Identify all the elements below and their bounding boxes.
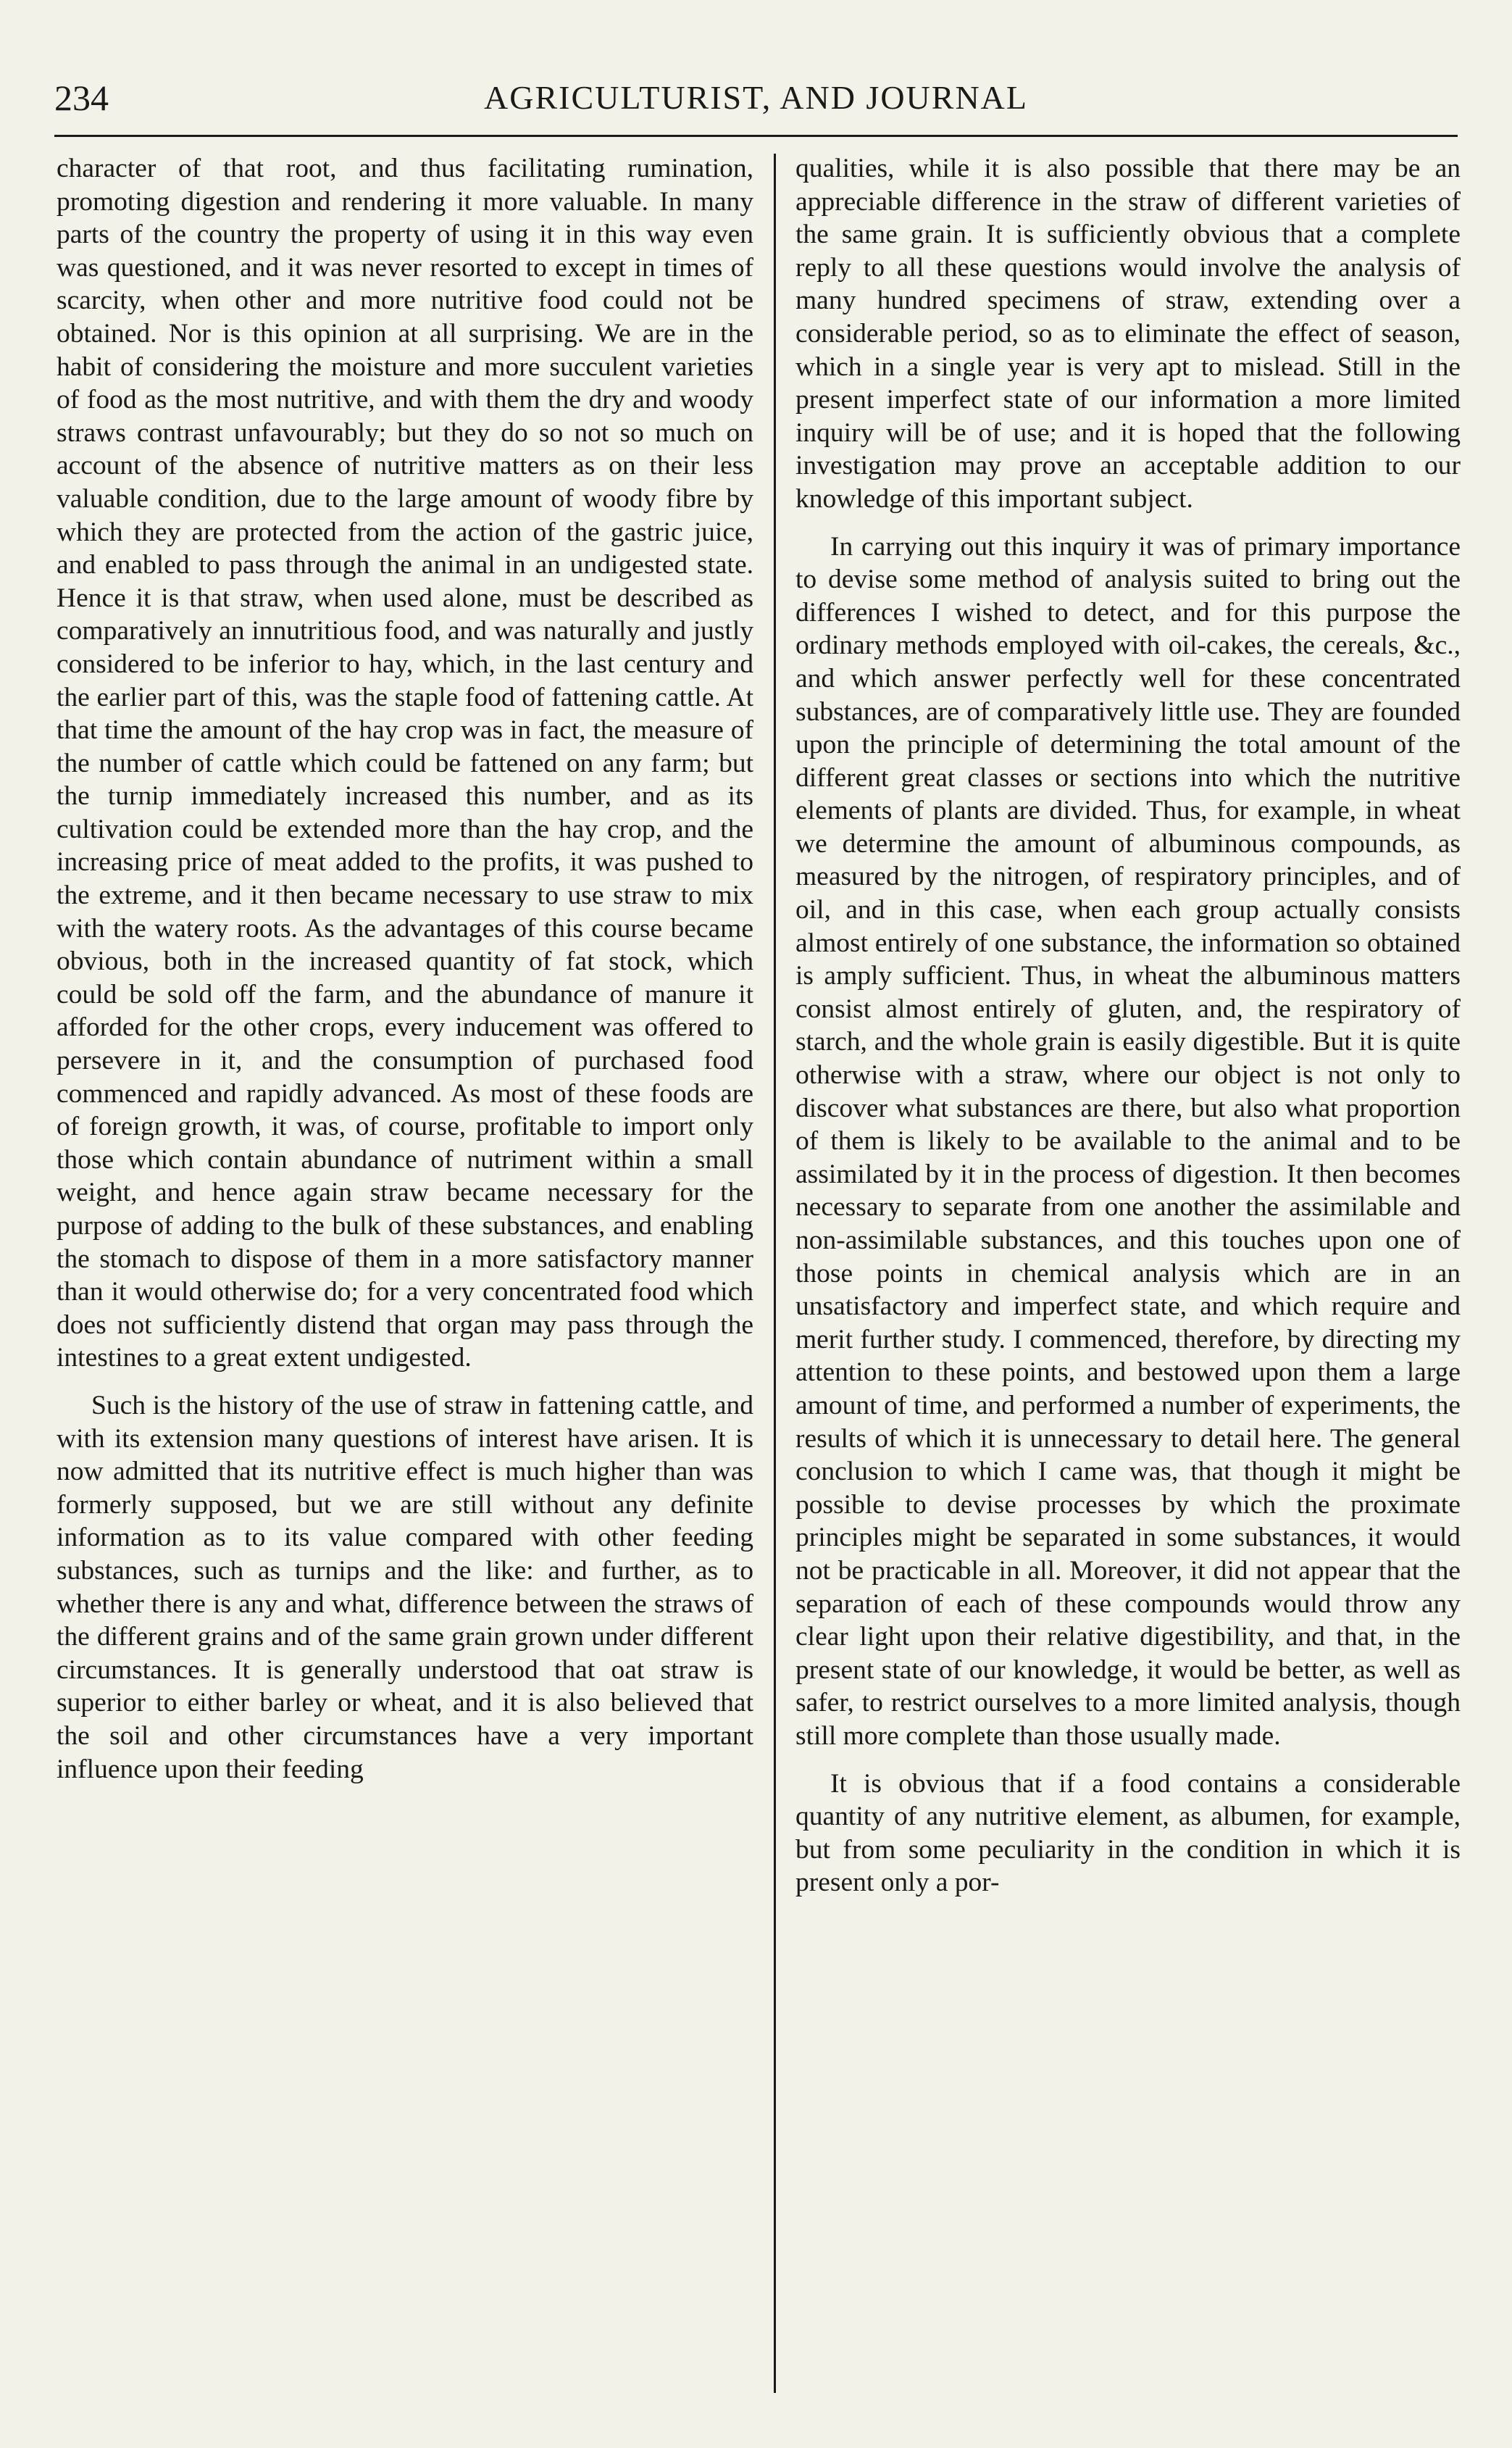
running-title: AGRICULTURIST, AND JOURNAL xyxy=(484,79,1028,116)
right-paragraph-2: In carrying out this inquiry it was of primary importance to devise some method of analysis suited to bring out the differences I wished to detect, and for this purpose the ordinary methods employed with oil-cakes, the cereals, &c., and which answer perfectly well for these concentrated substances, are of comparatively little use. They are founded upon the principle of determining the total amount of the different great classes or sections into which the nutritive elements of plants are divided. Thus, for example, in wheat we determine the amount of albuminous compounds, as measured by the nitrogen, of respiratory principles, and of oil, and in this case, when each group actually consists almost entirely of one substance, the information so obtained is amply sufficient. Thus, in wheat the albuminous matters consist almost entirely of gluten, and, the respiratory of starch, and the whole grain is easily digestible. But it is quite otherwise with a straw, where our object is not only to discover what substances are there, but also what proportion of them is likely to be available to the animal and to be assimilated by it in the process of digestion. It then becomes necessary to separate from one another the assimilable and non-assimilable substances, and this touches upon one of those points in chemical analysis which are in an unsatisfactory and imperfect state, and which require and merit further study. I commenced, therefore, by directing my attention to these points, and bestowed upon them a large amount of time, and performed a number of experiments, the results of which it is unnecessary to detail here. The general conclusion to which I came was, that though it might be possible to devise processes by which the proximate principles might be separated in some substances, it would not be practicable in all. Moreover, it did not appear that the separation of each of these compounds would throw any clear light upon their relative digestibility, and that, in the present state of our knowledge, it would be better, as well as safer, to restrict ourselves to a more limited analysis, though still more complete than those usually made. xyxy=(795,531,1461,1751)
left-paragraph-2: Such is the history of the use of straw in fattening cattle, and with its extension many questions of interest have arisen. It is now admitted that its nutritive effect is much higher than was formerly supposed, but we are still without any definite information as to its value compared with other feeding substances, such as turnips and the like: and further, as to whether there is any and what, difference between the straws of the different grains and of the same grain grown under different circumstances. It is generally understood that oat straw is superior to either barley or wheat, and it is also believed that the soil and other circumstances have a very important influence upon their feeding xyxy=(57,1390,753,1784)
left-paragraph-1: character of that root, and thus facilitating rumination, promoting digestion and rendering it more valuable. In many parts of the country the property of using it in this way even was questioned, and it was never resorted to except in times of scarcity, when other and more nutritive food could not be obtained. Nor is this opinion at all surprising. We are in the habit of considering the moisture and more succulent varieties of food as the most nutritive, and with them the dry and woody straws contrast unfavourably; but they do so not so much on account of the absence of nutritive matters as on their less valuable condition, due to the large amount of woody fibre by which they are protected from the action of the gastric juice, and enabled to pass through the animal in an undigested state. Hence it is that straw, when used alone, must be described as comparatively an innutritious food, and was naturally and justly considered to be inferior to hay, which, in the last century and the earlier part of this, was the staple food of fattening cattle. At that time the amount of the hay crop was in fact, the measure of the number of cattle which could be fattened on any farm; but the turnip immediately increased this number, and as its cultivation could be extended more than the hay crop, and the increasing price of meat added to the profits, it was pushed to the extreme, and it then became necessary to use straw to mix with the watery roots. As the advantages of this course became obvious, both in the increased quantity of fat stock, which could be sold off the farm, and the abundance of manure it afforded for the other crops, every inducement was offered to persevere in it, and the consumption of purchased food commenced and rapidly advanced. As most of these foods are of foreign growth, it was, of course, profitable to import only those which contain abundance of nutriment within a small weight, and hence again straw became necessary for the purpose of adding to the bulk of these substances, and enabling the stomach to dispose of them in a more satisfactory manner than it would otherwise do; for a very concentrated food which does not sufficiently distend that organ may pass through the intestines to a great extent undigested. xyxy=(57,154,753,1373)
header-rule xyxy=(54,135,1458,137)
column-divider xyxy=(774,154,776,2393)
right-paragraph-1: qualities, while it is also possible that there may be an appreciable difference in the straw of different varieties of the same grain. It is sufficiently obvious that a complete reply to all these questions would involve the analysis of many hundred specimens of straw, extending over a considerable period, so as to eliminate the effect of season, which in a single year is very apt to mislead. Still in the present imperfect state of our information a more limited inquiry will be of use; and it is hoped that the following investigation may prove an acceptable addition to our knowledge of this important subject. xyxy=(795,154,1461,514)
page-number: 234 xyxy=(54,78,109,118)
right-column xyxy=(795,152,1461,2399)
left-column xyxy=(57,152,753,2399)
page-header xyxy=(54,72,1458,123)
right-paragraph-3: It is obvious that if a food contains a considerable quantity of any nutritive element, as albumen, for example, but from some peculiarity in the condition in which it is present only a por- xyxy=(795,1768,1461,1898)
